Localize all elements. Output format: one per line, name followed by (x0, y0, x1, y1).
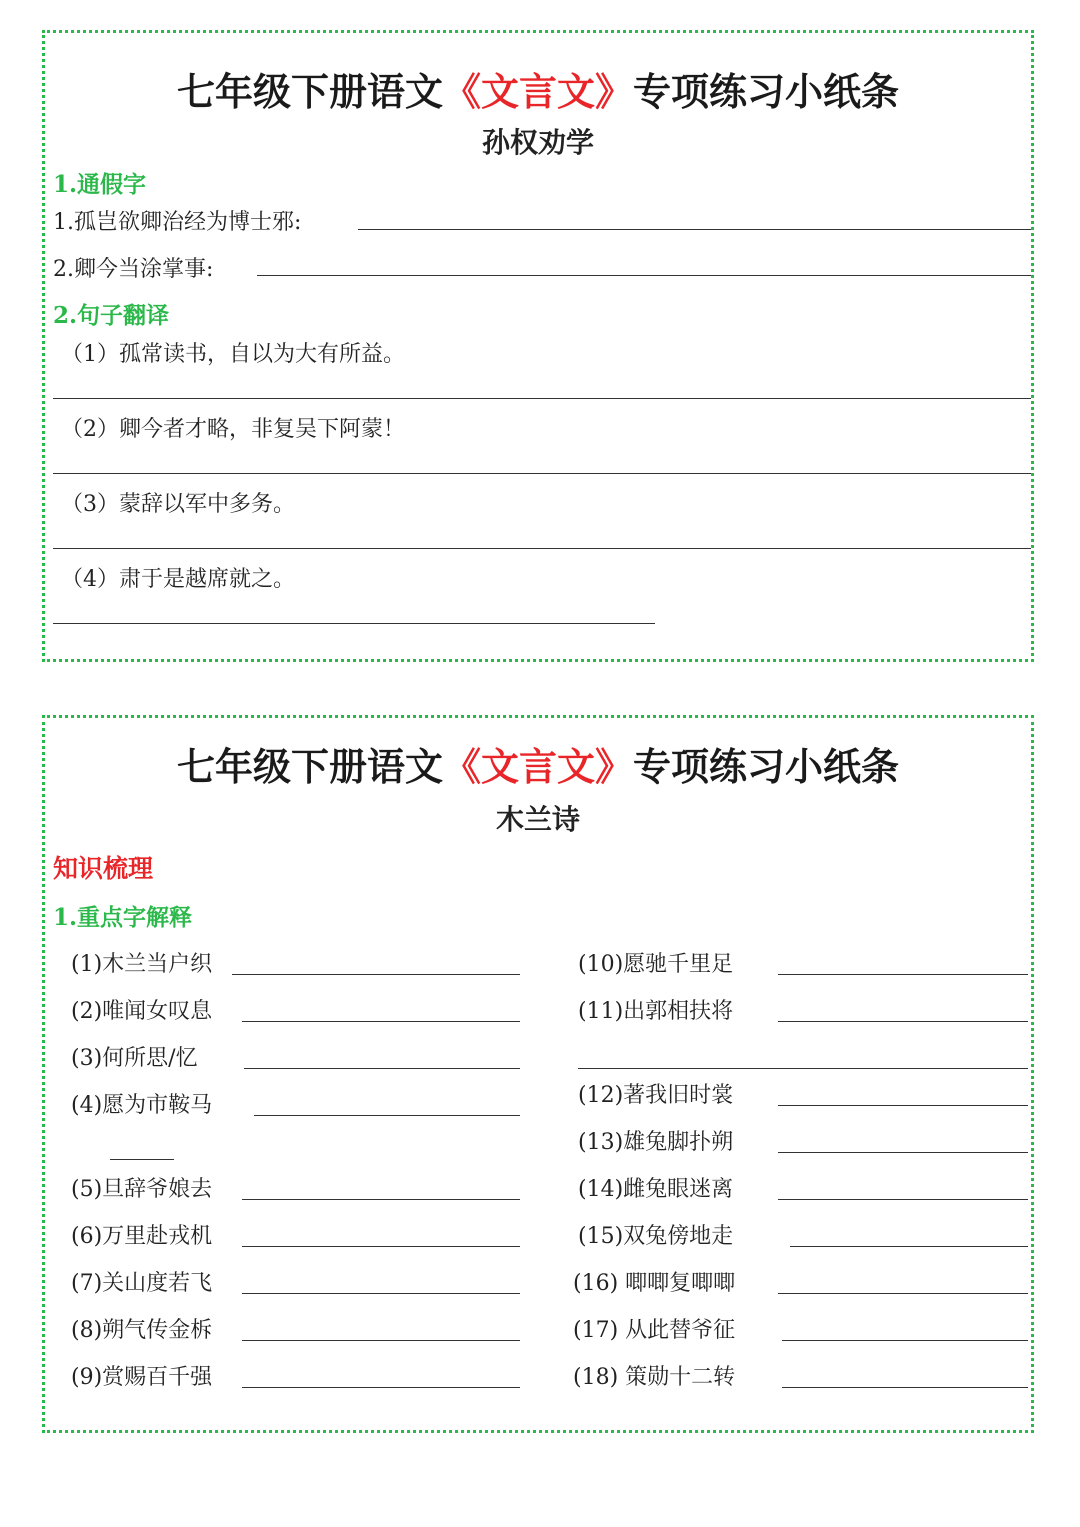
knowledge-heading: 知识梳理 (53, 854, 154, 883)
keyword-item: (18) 策勋十二转 (573, 1365, 736, 1390)
answer-line[interactable] (242, 1387, 520, 1388)
answer-line[interactable] (782, 1340, 1028, 1341)
worksheet-card-mulanshi (42, 715, 1034, 1433)
keyword-item: (6)万里赴戎机 (71, 1224, 213, 1249)
keyword-item: (16) 唧唧复唧唧 (573, 1271, 736, 1296)
card-title (45, 61, 1031, 116)
keyword-item: (11)出郭相扶将 (578, 999, 734, 1024)
keyword-item: (10)愿驰千里足 (578, 952, 734, 977)
answer-line[interactable] (242, 1199, 520, 1200)
answer-line[interactable] (53, 473, 1031, 474)
keyword-item: (1)木兰当户织 (71, 952, 213, 977)
answer-line[interactable] (110, 1159, 174, 1160)
answer-line[interactable] (242, 1246, 520, 1247)
card-title (45, 736, 1031, 791)
keyword-item: (9)赏赐百千强 (71, 1365, 213, 1390)
section-heading-tongjiazi: 1.通假字 (53, 171, 147, 198)
keyword-item: (13)雄兔脚扑朔 (578, 1130, 734, 1155)
section-heading-keywords: 1.重点字解释 (53, 904, 193, 931)
answer-line[interactable] (778, 1152, 1028, 1153)
answer-line[interactable] (778, 1199, 1028, 1200)
lesson-title: 孙权劝学 (481, 126, 594, 159)
title-prefix: 七年级下册语文 (176, 70, 443, 114)
title-suffix: 专项练习小纸条 (633, 745, 900, 789)
translation-sentence-4: （4）肃于是越席就之。 (61, 567, 295, 592)
keyword-item: (8)朔气传金柝 (71, 1318, 213, 1343)
answer-line[interactable] (778, 1105, 1028, 1106)
answer-line[interactable] (778, 974, 1028, 975)
title-prefix: 七年级下册语文 (176, 745, 443, 789)
keyword-item: (17) 从此替爷征 (573, 1318, 736, 1343)
answer-line[interactable] (232, 974, 520, 975)
answer-line[interactable] (53, 623, 655, 624)
answer-line[interactable] (242, 1340, 520, 1341)
answer-line[interactable] (242, 1021, 520, 1022)
lesson-title: 木兰诗 (495, 803, 580, 836)
section-heading-translation: 2.句子翻译 (53, 302, 170, 329)
answer-line[interactable] (53, 398, 1031, 399)
keyword-item: (2)唯闻女叹息 (71, 999, 213, 1024)
title-suffix: 专项练习小纸条 (633, 70, 900, 114)
tongjia-question-2: 2.卿今当涂掌事: (53, 257, 214, 282)
answer-line[interactable] (782, 1387, 1028, 1388)
answer-line[interactable] (242, 1293, 520, 1294)
keyword-item: (12)著我旧时裳 (578, 1083, 734, 1108)
keyword-item: (7)关山度若飞 (71, 1271, 213, 1296)
answer-line[interactable] (578, 1068, 1028, 1069)
title-highlight: 《文言文》 (442, 745, 633, 789)
answer-line[interactable] (790, 1246, 1028, 1247)
keyword-item: (3)何所思/忆 (71, 1046, 198, 1071)
answer-line[interactable] (53, 548, 1031, 549)
tongjia-question-1: 1.孤岂欲卿治经为博士邪: (53, 210, 302, 235)
answer-line[interactable] (778, 1021, 1028, 1022)
translation-sentence-2: （2）卿今者才略，非复吴下阿蒙！ (61, 417, 405, 442)
answer-line[interactable] (254, 1115, 520, 1116)
answer-line[interactable] (257, 275, 1031, 276)
keyword-item: (4)愿为市鞍马 (71, 1093, 213, 1118)
worksheet-card-sunquan (42, 30, 1034, 662)
translation-sentence-3: （3）蒙辞以军中多务。 (61, 492, 295, 517)
keyword-item: (15)双兔傍地走 (578, 1224, 734, 1249)
answer-line[interactable] (358, 229, 1031, 230)
title-highlight: 《文言文》 (442, 70, 633, 114)
keyword-item: (14)雌兔眼迷离 (578, 1177, 734, 1202)
answer-line[interactable] (244, 1068, 520, 1069)
answer-line[interactable] (778, 1293, 1028, 1294)
translation-sentence-1: （1）孤常读书，自以为大有所益。 (61, 342, 405, 367)
keyword-item: (5)旦辞爷娘去 (71, 1177, 213, 1202)
